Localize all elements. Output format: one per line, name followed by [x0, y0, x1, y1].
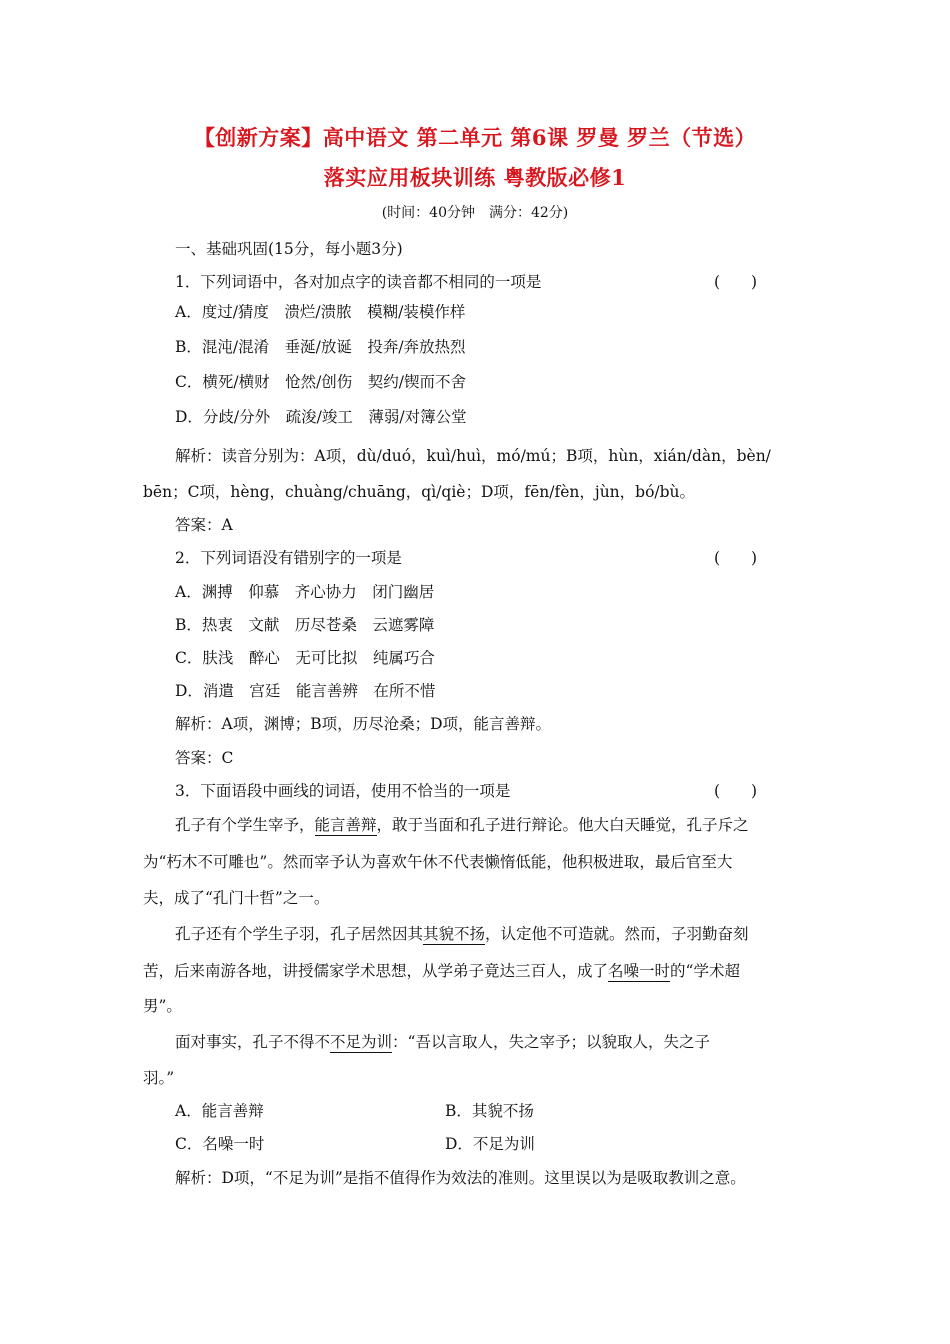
q3-stem: 3．下面语段中画线的词语，使用不恰当的一项是 [175, 782, 511, 800]
q2-answer: 答案：C [175, 749, 234, 767]
q2-option-d: D．消遣 宫廷 能言善辨 在所不惜 [175, 682, 436, 700]
q3-passage-para2-line2: 苦，后来南游各地，讲授儒家学术思想，从学弟子竟达三百人，成了名噪一时的“学术超 [143, 962, 740, 980]
section-heading: 一、基础巩固(15分，每小题3分) [175, 240, 403, 258]
q1-analysis-line-1: 解析：读音分别为：A项，dù/duó，kuì/huì，mó/mú；B项，hùn，xián/dàn，bèn/ [175, 447, 771, 465]
q3-passage-para2-line1: 孔子还有个学生子羽，孔子居然因其其貌不扬，认定他不可造就。然而，子羽勤奋刻 [175, 925, 749, 943]
q2-answer-blank: ( ) [714, 549, 758, 567]
q3-option-d: D．不足为训 [445, 1135, 535, 1153]
q2-option-a: A．渊搏 仰慕 齐心协力 闭门幽居 [175, 583, 435, 601]
q3-option-b: B．其貌不扬 [445, 1102, 534, 1120]
q2-stem: 2．下列词语没有错别字的一项是 [175, 549, 402, 567]
q1-answer-blank: ( ) [714, 273, 758, 291]
q3-passage-para1-line3: 夫，成了“孔门十哲”之一。 [143, 889, 330, 907]
q1-option-b: B．混沌/混淆 垂涎/放诞 投奔/奔放热烈 [175, 338, 466, 356]
q3-passage-para3-line2: 羽。” [143, 1069, 175, 1087]
q3-passage-para1-line2: 为“朽木不可雕也”。然而宰予认为喜欢午休不代表懒惰低能，他积极进取，最后官至大 [143, 853, 733, 871]
q3-analysis: 解析：D项，“不足为训”是指不值得作为效法的准则。这里误以为是吸取教训之意。 [175, 1169, 746, 1187]
document-title-line-2: 落实应用板块训练 粤教版必修1 [323, 165, 627, 190]
underlined-phrase: 能言善辩 [314, 816, 377, 834]
underlined-phrase: 名噪一时 [608, 962, 671, 980]
q2-option-b: B．热衷 文献 历尽苍桑 云遮雾障 [175, 616, 435, 634]
q3-option-c: C．名噪一时 [175, 1135, 265, 1153]
underlined-phrase: 不足为训 [330, 1033, 393, 1051]
q3-passage-para3-line1: 面对事实，孔子不得不不足为训：“吾以言取人，失之宰予；以貌取人，失之子 [175, 1033, 710, 1051]
q3-passage-para2-line3: 男”。 [143, 997, 182, 1015]
q3-passage-para1-line1: 孔子有个学生宰予，能言善辩，敢于当面和孔子进行辩论。他大白天睡觉，孔子斥之 [175, 816, 749, 834]
q2-option-c: C．肤浅 醉心 无可比拟 纯属巧合 [175, 649, 435, 667]
q1-stem: 1．下列词语中，各对加点字的读音都不相同的一项是 [175, 273, 542, 291]
q1-option-a: A．度过/猜度 溃烂/溃脓 模糊/装模作样 [175, 303, 466, 321]
document-title-line-1: 【创新方案】高中语文 第二单元 第6课 罗曼 罗兰（节选） [193, 125, 757, 150]
q3-answer-blank: ( ) [714, 782, 758, 800]
q2-analysis: 解析：A项，渊博；B项，历尽沧桑；D项，能言善辩。 [175, 715, 552, 733]
q3-option-a: A．能言善辩 [175, 1102, 264, 1120]
q1-answer: 答案：A [175, 516, 233, 534]
underlined-phrase: 其貌不扬 [423, 925, 486, 943]
q1-option-d: D．分歧/分外 疏浚/竣工 薄弱/对簿公堂 [175, 408, 467, 426]
time-and-score: (时间：40分钟 满分：42分) [381, 205, 569, 221]
q1-option-c: C．横死/横财 怆然/创伤 契约/锲而不舍 [175, 373, 467, 391]
q1-analysis-line-2: bēn；C项，hèng，chuàng/chuāng，qì/qiè；D项，fēn/fèn，jùn，bó/bù。 [143, 483, 696, 501]
